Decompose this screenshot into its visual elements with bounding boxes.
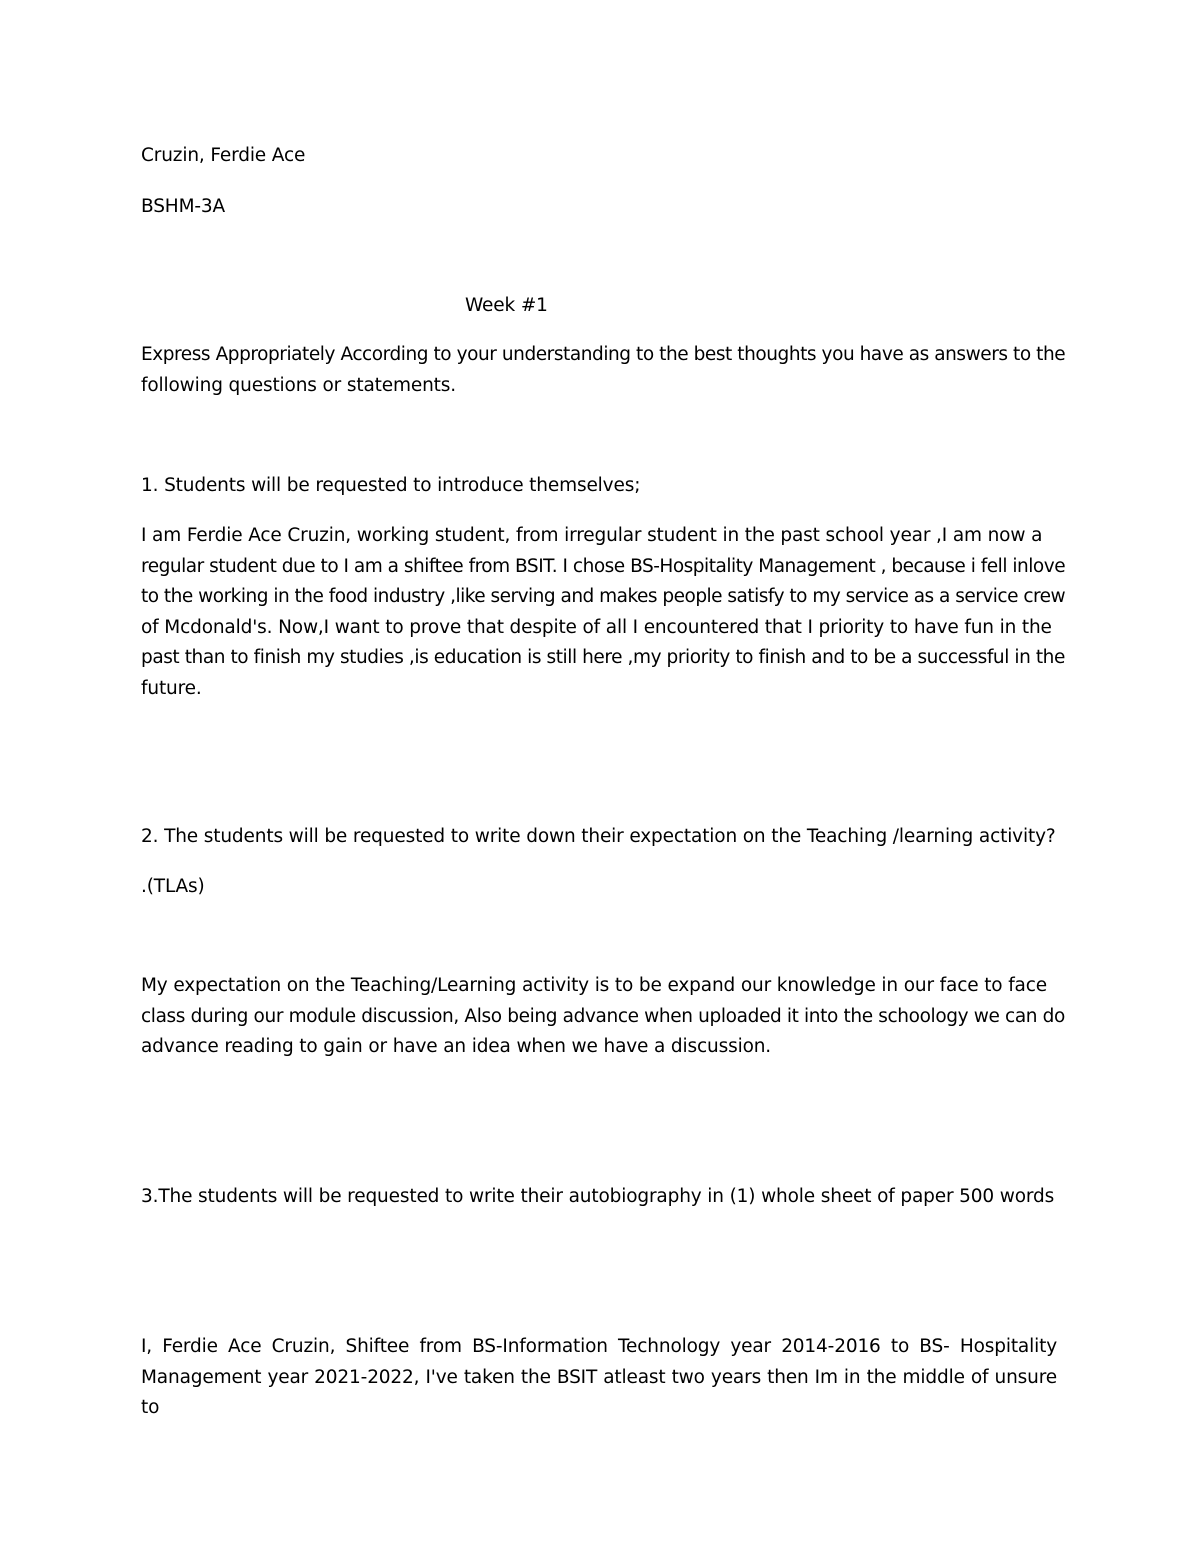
question-2-prompt: 2. The students will be requested to write down their expectation on the Teaching /learning activity? — [141, 826, 1056, 847]
answer-line: to the working in the food industry ,like serving and makes people satisfy to my service as a service crew — [141, 586, 1066, 607]
answer-line: future. — [141, 677, 202, 699]
answer-line: regular student due to I am a shiftee from BSIT. I chose BS-Hospitality Management , because i fell inlove — [141, 555, 1066, 577]
answer-line: past than to finish my studies ,is education is still here ,my priority to finish and to be a successful in the — [141, 647, 1065, 668]
question-2-prompt-suffix: .(TLAs) — [141, 876, 205, 897]
question-1-answer — [141, 521, 1066, 704]
question-2-answer — [141, 971, 1065, 1063]
answer-line: I, Ferdie Ace Cruzin, Shiftee from BS-Information Technology year 2014-2016 to BS- Hospitality — [141, 1336, 1057, 1357]
question-1-prompt: 1. Students will be requested to introduce themselves; — [141, 475, 641, 496]
instructions — [141, 340, 1066, 401]
student-name: Cruzin, Ferdie Ace — [141, 145, 306, 166]
student-section: BSHM-3A — [141, 196, 226, 217]
instructions-line: following questions or statements. — [141, 374, 456, 396]
answer-line: of Mcdonald's. Now,I want to prove that despite of all I encountered that I priority to have fun in the — [141, 616, 1052, 638]
answer-line: advance reading to gain or have an idea when we have a discussion. — [141, 1036, 772, 1057]
answer-line: Management year 2021-2022, I've taken the BSIT atleast two years then Im in the middle of unsure to — [141, 1366, 1057, 1418]
answer-line: class during our module discussion, Also being advance when uploaded it into the schoology we can do — [141, 1005, 1065, 1027]
instructions-line: Express Appropriately According to your understanding to the best thoughts you have as answers to the — [141, 344, 1066, 365]
answer-line: My expectation on the Teaching/Learning activity is to be expand our knowledge in our face to face — [141, 975, 1048, 996]
week-title: Week #1 — [465, 295, 548, 316]
answer-line: I am Ferdie Ace Cruzin, working student, from irregular student in the past school year ,I am now a — [141, 525, 1043, 546]
question-3-prompt: 3.The students will be requested to write their autobiography in (1) whole sheet of paper 500 words — [141, 1186, 1055, 1207]
question-3-answer — [141, 1332, 1061, 1424]
